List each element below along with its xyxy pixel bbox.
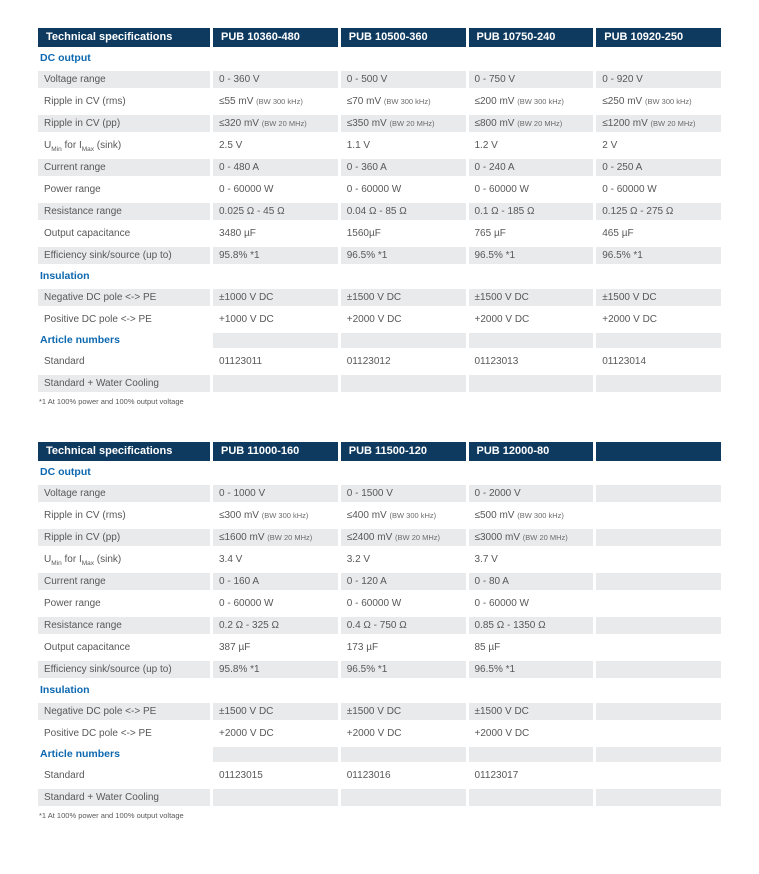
spec-value-cell: 0 - 60000 W xyxy=(602,184,657,195)
table-row xyxy=(38,115,721,132)
spec-value-cell: 0 - 60000 W xyxy=(219,184,274,195)
spec-value-cell: 01123013 xyxy=(474,356,519,367)
spec-value-cell xyxy=(341,269,466,284)
spec-value-cell: 0.1 Ω - 185 Ω xyxy=(469,203,594,220)
spec-value-cell: 0 - 750 V xyxy=(469,71,594,88)
spec-value-cell: ≤400 mV (BW 300 kHz) xyxy=(346,510,437,521)
spec-value-cell: 0 - 60000 W xyxy=(346,184,402,195)
row-label: Resistance range xyxy=(38,617,210,634)
spec-value-cell: ≤300 mV (BW 300 kHz) xyxy=(219,510,309,521)
bandwidth-note: (BW 300 kHz) xyxy=(389,511,437,520)
section-label: Article numbers xyxy=(38,333,210,348)
spec-value-cell: 3.4 V xyxy=(219,554,243,565)
spec-value-cell xyxy=(596,485,721,502)
row-label: Efficiency sink/source (up to) xyxy=(38,661,210,678)
spec-value-cell xyxy=(596,703,721,720)
spec-value-cell: +1000 V DC xyxy=(219,314,274,325)
row-label: Ripple in CV (pp) xyxy=(38,115,210,132)
row-label: Voltage range xyxy=(38,71,210,88)
bandwidth-note: (BW 300 kHz) xyxy=(383,97,431,106)
spec-value-cell: 1.2 V xyxy=(474,140,498,151)
row-label: $U_{Min}$ for $I_{Max}$ (sink) xyxy=(44,554,122,567)
spec-value-cell: 173 µF xyxy=(346,642,379,653)
row-label: Standard + Water Cooling xyxy=(38,375,210,392)
spec-value-cell: 96.5% *1 xyxy=(596,247,721,264)
spec-value-cell: 95.8% *1 xyxy=(213,661,338,678)
spec-value-cell xyxy=(596,375,721,392)
spec-value-cell: ≤70 mV (BW 300 kHz) xyxy=(346,96,431,107)
section-row xyxy=(38,683,721,698)
table-row xyxy=(38,767,721,784)
section-label: Article numbers xyxy=(38,747,210,762)
bandwidth-note: (BW 20 MHz) xyxy=(389,119,435,128)
section-row xyxy=(38,51,721,66)
spec-value-cell xyxy=(596,51,721,66)
spec-value-cell: 0.2 Ω - 325 Ω xyxy=(213,617,338,634)
spec-value-cell: +2000 V DC xyxy=(602,314,658,325)
table-header-row xyxy=(38,442,721,461)
section-label: DC output xyxy=(38,51,210,66)
spec-value-cell: ≤2400 mV (BW 20 MHz) xyxy=(341,529,466,546)
spec-value-cell: ±1500 V DC xyxy=(469,289,594,306)
spec-value-cell: 387 µF xyxy=(219,642,251,653)
spec-value-cell xyxy=(213,375,338,392)
row-label: Resistance range xyxy=(38,203,210,220)
spec-value-cell: ≤350 mV (BW 20 MHz) xyxy=(341,115,466,132)
spec-value-cell: ±1500 V DC xyxy=(469,703,594,720)
table-row xyxy=(38,375,721,392)
row-label: Standard xyxy=(44,770,85,781)
spec-value-cell: 96.5% *1 xyxy=(341,661,466,678)
table-row xyxy=(38,485,721,502)
spec-value-cell: +2000 V DC xyxy=(346,314,402,325)
table-header-row xyxy=(38,28,721,47)
row-label: Output capacitance xyxy=(44,642,131,653)
spec-value-cell: 0 - 360 V xyxy=(213,71,338,88)
spec-value-cell: 01123015 xyxy=(219,770,263,781)
spec-value-cell: 1.1 V xyxy=(346,140,371,151)
spec-value-cell: 0 - 2000 V xyxy=(469,485,594,502)
spec-value-cell: 85 µF xyxy=(474,642,501,653)
spec-value-cell: ≤55 mV (BW 300 kHz) xyxy=(219,96,303,107)
section-label: Insulation xyxy=(38,683,210,698)
spec-value-cell: 0 - 60000 W xyxy=(346,598,402,609)
spec-value-cell xyxy=(469,333,594,348)
bandwidth-note: (BW 300 kHz) xyxy=(644,97,692,106)
spec-value-cell xyxy=(596,529,721,546)
spec-value-cell: 96.5% *1 xyxy=(469,661,594,678)
footnote: *1 At 100% power and 100% output voltage xyxy=(39,397,184,406)
spec-value-cell: 2.5 V xyxy=(219,140,243,151)
spec-value-cell: 0.85 Ω - 1350 Ω xyxy=(469,617,594,634)
bandwidth-note: (BW 20 MHz) xyxy=(517,119,563,128)
spec-value-cell: ≤3000 mV (BW 20 MHz) xyxy=(469,529,594,546)
table-row xyxy=(38,353,721,370)
spec-value-cell: ±1500 V DC xyxy=(213,703,338,720)
bandwidth-note: (BW 300 kHz) xyxy=(256,97,303,106)
section-label: Insulation xyxy=(38,269,210,284)
product-column-header: PUB 10500-360 xyxy=(341,28,466,47)
spec-value-cell: 0 - 500 V xyxy=(341,71,466,88)
spec-value-cell xyxy=(213,269,338,284)
spec-value-cell: 3480 µF xyxy=(219,228,256,239)
spec-value-cell: 0.025 Ω - 45 Ω xyxy=(213,203,338,220)
spec-value-cell: ±1500 V DC xyxy=(341,703,466,720)
spec-value-cell xyxy=(596,725,721,742)
row-label: Power range xyxy=(44,184,101,195)
spec-value-cell: 01123017 xyxy=(474,770,519,781)
spec-value-cell xyxy=(596,269,721,284)
section-label: DC output xyxy=(38,465,210,480)
spec-value-cell xyxy=(596,767,721,784)
product-column-header: PUB 10920-250 xyxy=(596,28,721,47)
spec-value-cell: 0 - 920 V xyxy=(596,71,721,88)
spec-value-cell: 96.5% *1 xyxy=(469,247,594,264)
spec-value-cell: 0 - 1500 V xyxy=(341,485,466,502)
spec-value-cell: +2000 V DC xyxy=(219,728,274,739)
product-column-header: PUB 10750-240 xyxy=(469,28,594,47)
table-row xyxy=(38,573,721,590)
table-row xyxy=(38,507,721,524)
spec-value-cell xyxy=(596,465,721,480)
row-label: Standard + Water Cooling xyxy=(38,789,210,806)
spec-value-cell: ≤500 mV (BW 300 kHz) xyxy=(474,510,564,521)
row-label: Output capacitance xyxy=(44,228,131,239)
spec-value-cell xyxy=(469,51,594,66)
spec-value-cell: ≤800 mV (BW 20 MHz) xyxy=(469,115,594,132)
spec-table-1 xyxy=(38,28,721,406)
spec-value-cell: 3.7 V xyxy=(474,554,498,565)
table-row xyxy=(38,639,721,656)
spec-value-cell xyxy=(341,747,466,762)
row-label: Negative DC pole <-> PE xyxy=(38,703,210,720)
table-row xyxy=(38,551,721,568)
spec-table-2 xyxy=(38,442,721,820)
spec-value-cell: 96.5% *1 xyxy=(341,247,466,264)
spec-value-cell: 01123014 xyxy=(602,356,646,367)
spec-value-cell: ≤1600 mV (BW 20 MHz) xyxy=(213,529,338,546)
section-row xyxy=(38,465,721,480)
spec-value-cell xyxy=(469,683,594,698)
product-column-header: PUB 11500-120 xyxy=(341,442,466,461)
spec-value-cell: 0 - 250 A xyxy=(596,159,721,176)
spec-value-cell: +2000 V DC xyxy=(474,314,530,325)
bandwidth-note: (BW 20 MHz) xyxy=(267,533,313,542)
spec-value-cell xyxy=(341,333,466,348)
row-label: Positive DC pole <-> PE xyxy=(44,728,152,739)
spec-value-cell: 0 - 480 A xyxy=(213,159,338,176)
spec-value-cell: 0 - 160 A xyxy=(213,573,338,590)
spec-column-header: Technical specifications xyxy=(38,28,210,47)
bandwidth-note: (BW 300 kHz) xyxy=(517,511,564,520)
spec-value-cell xyxy=(469,269,594,284)
row-label: Ripple in CV (rms) xyxy=(44,510,126,521)
spec-value-cell: 01123016 xyxy=(346,770,391,781)
spec-value-cell: 01123012 xyxy=(346,356,391,367)
spec-value-cell: ±1500 V DC xyxy=(341,289,466,306)
spec-value-cell: +2000 V DC xyxy=(474,728,530,739)
spec-value-cell xyxy=(341,375,466,392)
spec-value-cell: 3.2 V xyxy=(346,554,371,565)
bandwidth-note: (BW 20 MHz) xyxy=(261,119,307,128)
spec-value-cell xyxy=(596,789,721,806)
spec-value-cell xyxy=(596,683,721,698)
table-row xyxy=(38,137,721,154)
spec-value-cell xyxy=(341,465,466,480)
section-row xyxy=(38,333,721,348)
bandwidth-note: (BW 20 MHz) xyxy=(522,533,568,542)
table-row xyxy=(38,789,721,806)
row-label: Power range xyxy=(44,598,101,609)
table-row xyxy=(38,159,721,176)
bandwidth-note: (BW 20 MHz) xyxy=(395,533,441,542)
table-row xyxy=(38,725,721,742)
spec-value-cell xyxy=(596,639,721,656)
spec-value-cell: 0.125 Ω - 275 Ω xyxy=(596,203,721,220)
spec-value-cell: 0 - 60000 W xyxy=(474,184,529,195)
table-row xyxy=(38,617,721,634)
spec-value-cell: 765 µF xyxy=(474,228,506,239)
spec-value-cell: 0 - 240 A xyxy=(469,159,594,176)
table-row xyxy=(38,529,721,546)
spec-value-cell xyxy=(469,375,594,392)
row-label: Standard xyxy=(44,356,85,367)
spec-value-cell: 01123011 xyxy=(219,356,263,367)
spec-value-cell xyxy=(469,465,594,480)
bandwidth-note: (BW 20 MHz) xyxy=(650,119,696,128)
table-row xyxy=(38,71,721,88)
spec-value-cell: 0 - 360 A xyxy=(341,159,466,176)
product-column-header xyxy=(596,442,721,461)
spec-value-cell: 0.4 Ω - 750 Ω xyxy=(341,617,466,634)
spec-value-cell xyxy=(596,573,721,590)
product-column-header: PUB 10360-480 xyxy=(213,28,338,47)
spec-value-cell: +2000 V DC xyxy=(346,728,402,739)
table-row xyxy=(38,203,721,220)
spec-value-cell: ≤200 mV (BW 300 kHz) xyxy=(474,96,564,107)
row-label: Current range xyxy=(38,159,210,176)
spec-column-header: Technical specifications xyxy=(38,442,210,461)
product-column-header: PUB 11000-160 xyxy=(213,442,338,461)
spec-value-cell: 465 µF xyxy=(602,228,634,239)
spec-value-cell: 2 V xyxy=(602,140,618,151)
bandwidth-note: (BW 300 kHz) xyxy=(261,511,309,520)
spec-value-cell xyxy=(596,661,721,678)
table-row xyxy=(38,181,721,198)
spec-value-cell: 1560µF xyxy=(346,228,381,239)
spec-value-cell: 0 - 80 A xyxy=(469,573,594,590)
section-row xyxy=(38,747,721,762)
spec-value-cell: ±1000 V DC xyxy=(213,289,338,306)
table-row xyxy=(38,225,721,242)
row-label: Negative DC pole <-> PE xyxy=(38,289,210,306)
row-label: Current range xyxy=(38,573,210,590)
spec-value-cell: ≤250 mV (BW 300 kHz) xyxy=(602,96,692,107)
spec-value-cell xyxy=(341,683,466,698)
row-label: $U_{Min}$ for $I_{Max}$ (sink) xyxy=(44,140,122,153)
footnote: *1 At 100% power and 100% output voltage xyxy=(39,811,184,820)
table-row xyxy=(38,93,721,110)
row-label: Ripple in CV (pp) xyxy=(38,529,210,546)
spec-value-cell xyxy=(213,465,338,480)
spec-value-cell: ±1500 V DC xyxy=(596,289,721,306)
spec-value-cell xyxy=(469,789,594,806)
row-label: Efficiency sink/source (up to) xyxy=(38,247,210,264)
spec-value-cell xyxy=(213,747,338,762)
spec-value-cell xyxy=(469,747,594,762)
product-column-header: PUB 12000-80 xyxy=(469,442,594,461)
table-row xyxy=(38,311,721,328)
row-label: Positive DC pole <-> PE xyxy=(44,314,152,325)
spec-value-cell xyxy=(596,333,721,348)
spec-value-cell xyxy=(596,551,721,568)
table-row xyxy=(38,595,721,612)
table-row xyxy=(38,289,721,306)
spec-value-cell xyxy=(596,617,721,634)
spec-value-cell xyxy=(341,789,466,806)
spec-value-cell: 0 - 60000 W xyxy=(474,598,529,609)
spec-value-cell xyxy=(213,51,338,66)
spec-value-cell: 0 - 60000 W xyxy=(219,598,274,609)
spec-value-cell xyxy=(213,789,338,806)
spec-value-cell xyxy=(596,747,721,762)
spec-value-cell: 0 - 120 A xyxy=(341,573,466,590)
row-label: Voltage range xyxy=(38,485,210,502)
spec-value-cell: ≤1200 mV (BW 20 MHz) xyxy=(596,115,721,132)
table-row xyxy=(38,247,721,264)
table-row xyxy=(38,661,721,678)
spec-value-cell xyxy=(341,51,466,66)
spec-value-cell: 0 - 1000 V xyxy=(213,485,338,502)
spec-value-cell xyxy=(596,595,721,612)
spec-value-cell xyxy=(213,333,338,348)
spec-value-cell: 95.8% *1 xyxy=(213,247,338,264)
row-label: Ripple in CV (rms) xyxy=(44,96,126,107)
spec-value-cell xyxy=(213,683,338,698)
spec-value-cell: 0.04 Ω - 85 Ω xyxy=(341,203,466,220)
table-row xyxy=(38,703,721,720)
bandwidth-note: (BW 300 kHz) xyxy=(517,97,564,106)
section-row xyxy=(38,269,721,284)
spec-value-cell: ≤320 mV (BW 20 MHz) xyxy=(213,115,338,132)
spec-value-cell xyxy=(596,507,721,524)
